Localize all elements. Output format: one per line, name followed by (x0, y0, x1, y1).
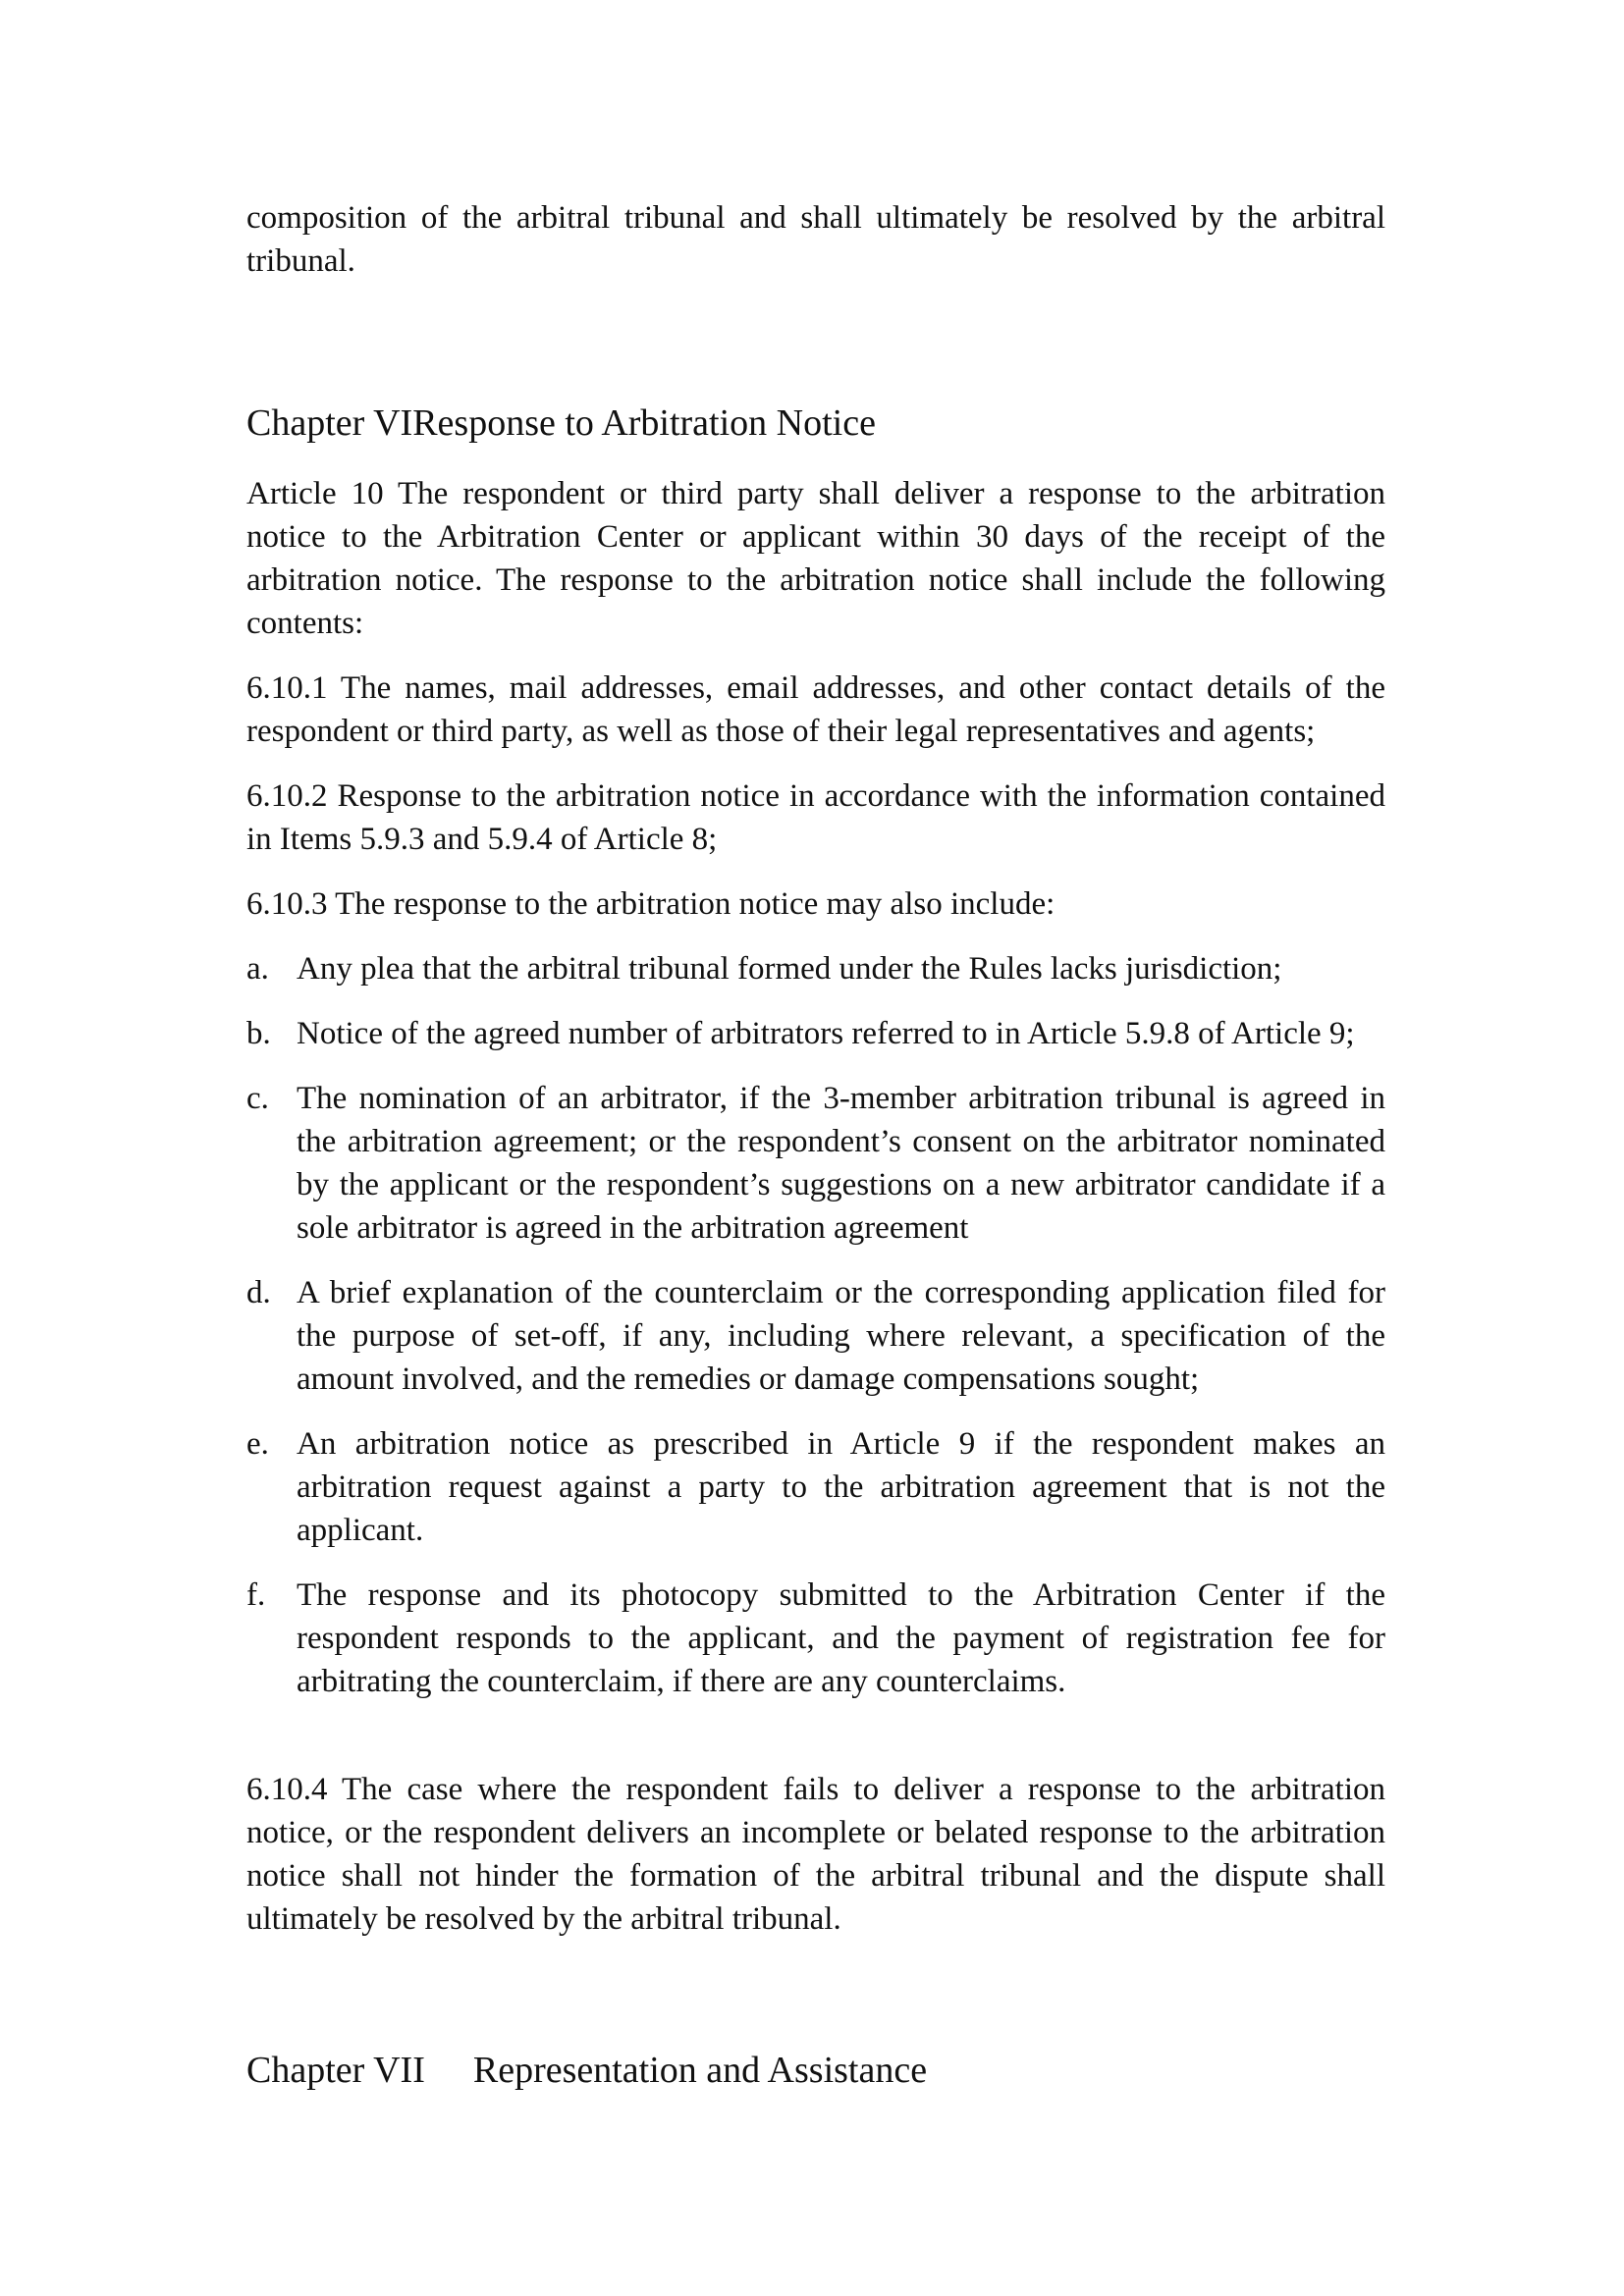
list-item-text: The nomination of an arbitrator, if the 3-member arbitration tribunal is agreed in the arbitration agreement; or the respondent’s consent on the arbitrator nominated by the applicant or the respondent’s suggestions on a new arbitrator candidate if a sole arbitrator is agreed in the arbitration agreement (297, 1081, 1385, 1246)
list-item-b (246, 1012, 1385, 1055)
list-item-f (246, 1574, 1385, 1703)
chapter-6-heading: Chapter VIResponse to Arbitration Notice (246, 402, 876, 444)
list-item-e (246, 1422, 1385, 1552)
list-marker: b. (246, 1016, 271, 1051)
list-item-a (246, 947, 1385, 990)
list-item-c (246, 1077, 1385, 1250)
list-item-d (246, 1271, 1385, 1401)
list-marker: c. (246, 1081, 269, 1116)
clause-6-10-2: 6.10.2 Response to the arbitration notice in accordance with the information contained in Items 5.9.3 and 5.9.4 of Article 8; (246, 778, 1385, 857)
list-item-text: Notice of the agreed number of arbitrators referred to in Article 5.9.8 of Article 9; (297, 1016, 1355, 1051)
list-item-text: The response and its photocopy submitted to the Arbitration Center if the respondent responds to the applicant, and the payment of registration fee for arbitrating the counterclaim, if there are any counterclaims. (297, 1577, 1385, 1699)
list-item-text: Any plea that the arbitral tribunal formed under the Rules lacks jurisdiction; (297, 951, 1282, 987)
list-marker: e. (246, 1426, 269, 1462)
list-marker: d. (246, 1275, 271, 1310)
clause-6-10-1: 6.10.1 The names, mail addresses, email addresses, and other contact details of the respondent or third party, as well as those of their legal representatives and agents; (246, 670, 1385, 749)
chapter-7-number: Chapter VII (246, 2050, 425, 2091)
chapter-7-title: Representation and Assistance (472, 2050, 928, 2091)
list-marker: a. (246, 951, 269, 987)
chapter-7-heading (246, 2047, 1385, 2094)
list-item-text: A brief explanation of the counterclaim or the corresponding application filed for the purpose of set-off, if any, including where relevant, a specification of the amount involved, and the remedies or damage compensations sought; (297, 1275, 1385, 1397)
page-content (246, 196, 1385, 2094)
intro-paragraph: composition of the arbitral tribunal and shall ultimately be resolved by the arbitral tribunal. (246, 200, 1385, 279)
clause-6-10-4: 6.10.4 The case where the respondent fails to deliver a response to the arbitration notice, or the respondent delivers an incomplete or belated response to the arbitration notice shall not hinder the formation of the arbitral tribunal and the dispute shall ultimately be resolved by the arbitral tribunal. (246, 1772, 1385, 1937)
list-marker: f. (246, 1577, 266, 1613)
clause-6-10-3: 6.10.3 The response to the arbitration notice may also include: (246, 886, 1056, 922)
list-item-text: An arbitration notice as prescribed in Article 9 if the respondent makes an arbitration request against a party to the arbitration agreement that is not the applicant. (297, 1426, 1385, 1548)
article-10-paragraph: Article 10 The respondent or third party shall deliver a response to the arbitration notice to the Arbitration Center or applicant within 30 days of the receipt of the arbitration notice. The response to the arbitration notice shall include the following contents: (246, 476, 1385, 641)
